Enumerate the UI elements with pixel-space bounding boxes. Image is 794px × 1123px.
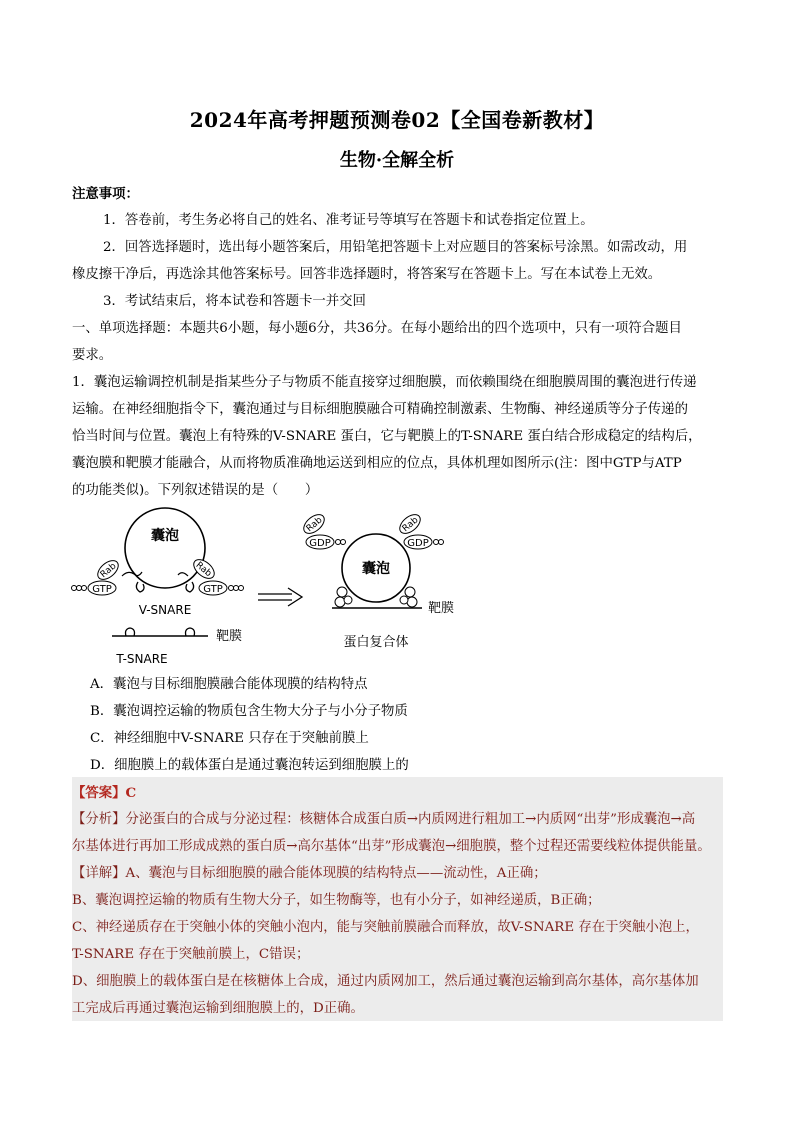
notice-item: 2．回答选择题时，选出每小题答案后，用铅笔把答题卡上对应题目的答案标号涂黑。如需改动，用 [103, 240, 688, 255]
gtp-label: GTP [203, 584, 223, 595]
notice-item: 橡皮擦干净后，再选涂其他答案标号。回答非选择题时，将答案写在答题卡上。写在本试卷上无效。 [72, 267, 662, 282]
rab-label: Rab [193, 560, 214, 580]
section-heading-cont: 要求。 [72, 348, 113, 363]
option-c: C．神经细胞中V-SNARE 只存在于突触前膜上 [90, 731, 369, 746]
target-membrane-label: 靶膜 [216, 629, 243, 644]
question-stem: 恰当时间与位置。囊泡上有特殊的V-SNARE 蛋白，它与靶膜上的T-SNARE 蛋白结合形成稳定的结构后， [72, 429, 702, 444]
question-stem: 1．囊泡运输调控机制是指某些分子与物质不能直接穿过细胞膜，而依赖围绕在细胞膜周围的囊泡进行传递 [72, 375, 697, 390]
rab-label: Rab [98, 561, 119, 581]
rab-gdp-right [396, 511, 443, 549]
vesicle-label: 囊泡 [151, 528, 179, 544]
page-title: 2024年高考押题预测卷02【全国卷新教材】 [189, 108, 605, 132]
detail-line: D、细胞膜上的载体蛋白是在核糖体上合成，通过内质网加工，然后通过囊泡运输到高尔基体，高尔基体加 [72, 974, 699, 989]
question-stem: 运输。在神经细胞指令下，囊泡通过与目标细胞膜融合可精确控制激素、生物酶、神经递质等分子传递的 [72, 402, 688, 417]
gdp-label: GDP [309, 538, 331, 549]
gdp-label: GDP [407, 538, 429, 549]
t-snare-label: T-SNARE [116, 652, 168, 666]
arrow-icon [258, 588, 302, 606]
rab-label: Rab [304, 515, 325, 535]
vesicle-mechanism-figure [70, 506, 470, 668]
notice-heading: 注意事项： [72, 186, 139, 202]
analysis-line: 【分析】分泌蛋白的合成与分泌过程：核糖体合成蛋白质→内质网进行粗加工→内质网“出芽”形成囊泡→高 [72, 812, 696, 827]
question-stem: 囊泡膜和靶膜才能融合，从而将物质准确地运送到相应的位点，具体机理如图所示(注：图中GTP与ATP [72, 456, 682, 471]
detail-line: C、神经递质存在于突触小体的突触小泡内，能与突触前膜融合而释放，故V-SNARE 存在于突触小泡上， [72, 920, 699, 935]
detail-line: B、囊泡调控运输的物质有生物大分子，如生物酶等，也有小分子，如神经递质，B正确； [72, 893, 601, 908]
detail-line: 【详解】A、囊泡与目标细胞膜的融合能体现膜的结构特点——流动性，A正确； [72, 866, 547, 881]
gtp-label: GTP [92, 584, 112, 595]
rab-gdp-left [300, 511, 345, 549]
analysis-line: 尔基体进行再加工形成成熟的蛋白质→高尔基体“出芽”形成囊泡→细胞膜，整个过程还需要线粒体提供能量。 [72, 839, 711, 854]
rab-label: Rab [400, 515, 421, 535]
v-snare-label: V-SNARE [138, 603, 192, 617]
option-d: D．细胞膜上的载体蛋白是通过囊泡转运到细胞膜上的 [90, 758, 409, 773]
notice-item: 3．考试结束后，将本试卷和答题卡一并交回 [103, 294, 366, 309]
option-a: A．囊泡与目标细胞膜融合能体现膜的结构特点 [90, 677, 368, 692]
notice-item: 1．答卷前，考生务必将自己的姓名、准考证号等填写在答题卡和试卷指定位置上。 [103, 213, 594, 228]
question-stem: 的功能类似)。下列叙述错误的是（ ） [72, 483, 319, 498]
section-heading: 一、单项选择题：本题共6小题，每小题6分，共36分。在每小题给出的四个选项中，只有一项符合题目 [72, 321, 682, 336]
option-b: B．囊泡调控运输的物质包含生物大分子与小分子物质 [90, 704, 408, 719]
answer-line: 【答案】C [72, 785, 137, 801]
protein-complex-label: 蛋白复合体 [343, 635, 409, 650]
vesicle-label: 囊泡 [362, 561, 390, 577]
detail-line: 工完成后再通过囊泡运输到细胞膜上的，D正确。 [72, 1001, 364, 1016]
page-subtitle: 生物·全解全析 [339, 150, 455, 171]
detail-line: T-SNARE 存在于突触前膜上，C错误； [72, 947, 310, 962]
target-membrane-label: 靶膜 [428, 601, 455, 616]
